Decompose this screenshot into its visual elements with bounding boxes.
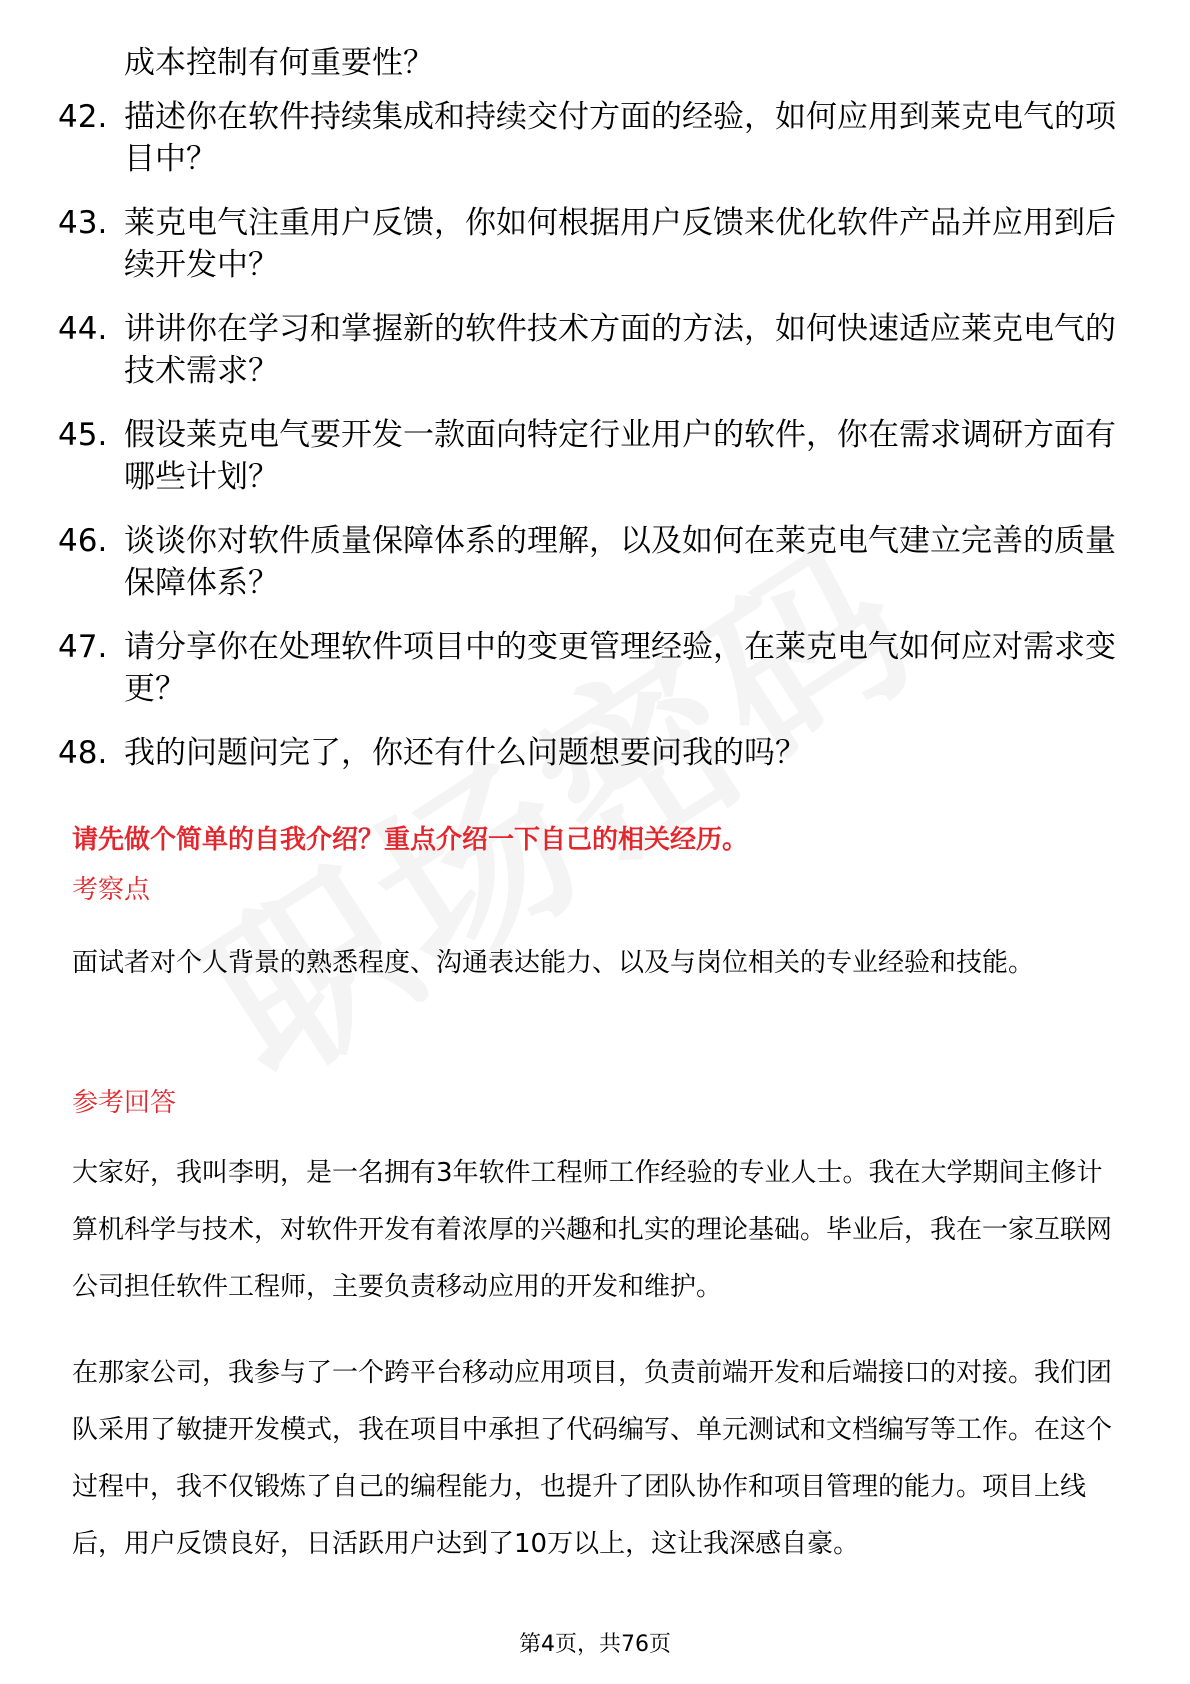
focus-label: 考察点 xyxy=(72,875,151,905)
question-text: 描述你在软件持续集成和持续交付方面的经验，如何应用到莱克电气的项目中？ xyxy=(124,99,1116,177)
question-text: 假设莱克电气要开发一款面向特定行业用户的软件，你在需求调研方面有哪些计划？ xyxy=(124,417,1116,495)
question-number: 47. xyxy=(58,629,108,665)
question-number: 44. xyxy=(58,311,108,347)
question-item xyxy=(58,626,1118,710)
question-item xyxy=(58,414,1118,498)
reference-paragraph: 在那家公司，我参与了一个跨平台移动应用项目，负责前端开发和后端接口的对接。我们团队采用了敏捷开发模式，我在项目中承担了代码编写、单元测试和文档编写等工作。在这个过程中，我不仅锻炼了自己的编程能力，也提升了团队协作和项目管理的能力。项目上线后，用户反馈良好，日活跃用户达到了10万以上，这让我深感自豪。 xyxy=(72,1358,1113,1559)
question-text: 莱克电气注重用户反馈，你如何根据用户反馈来优化软件产品并应用到后续开发中？ xyxy=(124,205,1116,283)
question-list xyxy=(58,42,1118,796)
question-text: 我的问题问完了，你还有什么问题想要问我的吗？ xyxy=(124,735,806,771)
focus-text: 面试者对个人背景的熟悉程度、沟通表达能力、以及与岗位相关的专业经验和技能。 xyxy=(72,948,1035,978)
question-item xyxy=(58,308,1118,392)
question-item xyxy=(58,520,1118,604)
question-text: 谈谈你对软件质量保障体系的理解，以及如何在莱克电气建立完善的质量保障体系？ xyxy=(124,523,1116,601)
question-number: 42. xyxy=(58,99,108,135)
question-item xyxy=(58,732,1118,774)
question-number: 46. xyxy=(58,523,108,559)
page-number: 第4页，共76页 xyxy=(519,1632,671,1657)
reference-label: 参考回答 xyxy=(72,1088,177,1118)
answer-question-title: 请先做个简单的自我介绍？重点介绍一下自己的相关经历。 xyxy=(72,825,749,855)
question-text: 请分享你在处理软件项目中的变更管理经验，在莱克电气如何应对需求变更？ xyxy=(124,629,1116,707)
question-text: 讲讲你在学习和掌握新的软件技术方面的方法，如何快速适应莱克电气的技术需求？ xyxy=(124,311,1116,389)
question-item xyxy=(58,96,1118,180)
question-item xyxy=(58,202,1118,286)
question-number: 48. xyxy=(58,735,108,771)
question-number: 43. xyxy=(58,205,108,241)
question-continuation: 成本控制有何重要性？ xyxy=(124,45,434,81)
reference-paragraph: 大家好，我叫李明，是一名拥有3年软件工程师工作经验的专业人士。我在大学期间主修计算机科学与技术，对软件开发有着浓厚的兴趣和扎实的理论基础。毕业后，我在一家互联网公司担任软件工程师，主要负责移动应用的开发和维护。 xyxy=(72,1158,1113,1302)
question-number: 45. xyxy=(58,417,108,453)
